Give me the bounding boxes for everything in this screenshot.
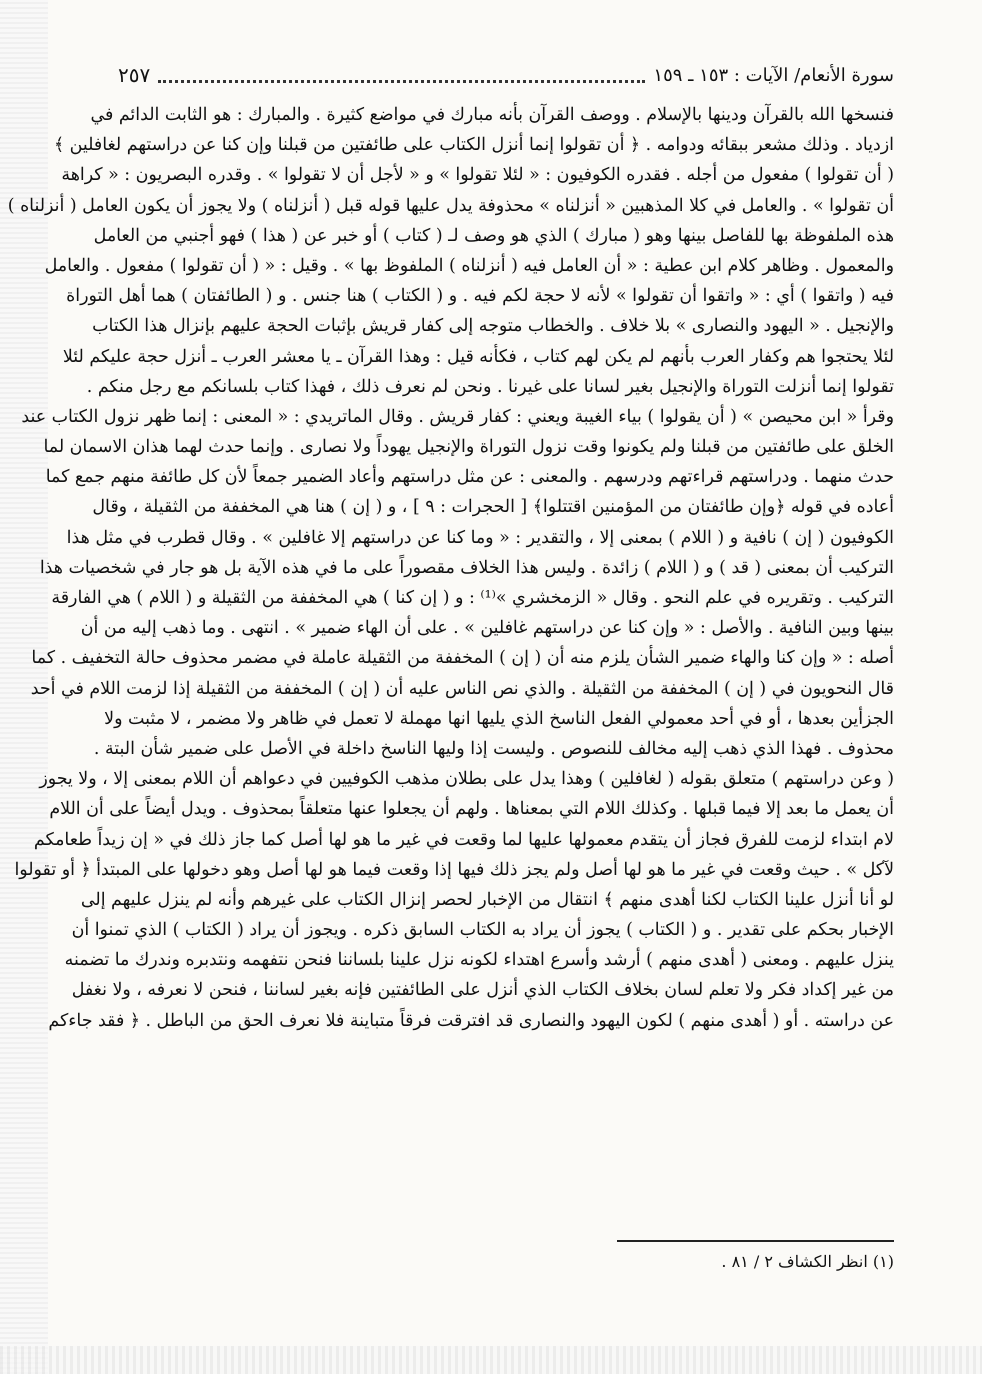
body-line: تقولوا إنما أنزلت التوراة والإنجيل بغير لسانا على غيرنا . ونحن لم نعرف ذلك ، فهذا كتاب بلسانكم مع رجل منكم . bbox=[86, 376, 894, 397]
body-line: الخلق على طائفتين من قبلنا ولم يكونوا وقت نزول التوراة والإنجيل يهوداً ولا نصارى . وإنما حدث لهما هذان الاسمان لما bbox=[43, 437, 894, 458]
body-line: قال النحويون في ( إن ) المخففة من الثقيلة . والذي نص الناس عليه أن ( إن ) المخففة من الثقيلة إذا لزمت اللام في أحد bbox=[30, 678, 894, 699]
body-line: محذوف . فهذا الذي ذهب إليه مخالف للنصوص . وليست إذا وليها الناسخ داخلة في الأصل على ضمير شأن البتة . bbox=[93, 738, 894, 759]
footnote: (١) انظر الكشاف ٢ / ٨١ . bbox=[721, 1252, 894, 1271]
body-line: الإخبار بحكم على تقدير . و ( الكتاب ) يجوز أن يراد به الكتاب السابق ذكره . ويجوز أن يراد ( الكتاب ) الذي تمنوا أن bbox=[71, 920, 894, 941]
body-line: لو أنا أنزل علينا الكتاب لكنا أهدى منهم ﴾ انتقال من الإخبار لحصر إنزال الكتاب على غيرهم وأنه لم ينزل عليهم إلى bbox=[80, 889, 894, 910]
header-dot-leader bbox=[158, 68, 645, 83]
body-line: أعاده في قوله ﴿وإن طائفتان من المؤمنين اقتتلوا﴾ [ الحجرات : ٩ ] ، و ( إن ) هنا هي المخففة من الثقيلة ، وقال bbox=[92, 497, 894, 518]
body-line: التركيب أن بمعنى ( قد ) و ( اللام ) زائدة . وليس هذا الخلاف مقصوراً على ما في هذه الآية بل هو جار في شخصيات هذا bbox=[39, 557, 894, 578]
body-line: بينها وبين النافية . والأصل : « وإن كنا عن دراستهم غافلين » . على أن الهاء ضمير » . انتهى . وما ذهب إليه من أن bbox=[80, 618, 894, 639]
body-text bbox=[7, 100, 894, 1036]
body-line: لآكل » . حيث وقعت في غير ما هو لها أصل ولم يجز ذلك فيها إذا وقعت فيما هو لها أصل وهو دخولها على المبتدأ ﴿ أو تقولوا bbox=[14, 859, 894, 880]
body-line: أن يعمل ما بعد إلا فيما قبلها . وكذلك اللام التي بمعناها . ولهم أن يجعلوا عنها متعلقاً بمحذوف . ويدل أيضاً على أن اللام bbox=[49, 799, 894, 820]
body-line: ( أن تقولوا ) مفعول من أجله . فقدره الكوفيون : « لئلا تقولوا » و « لأجل أن لا تقولوا » . وقدره البصريون : « كراهة bbox=[61, 165, 894, 186]
body-line: لام ابتداء لزمت للفرق فجاز أن يتقدم معمولها عليها لما وقعت في غير ما هو لها أصل كما جاز ذلك في « إن زيداً طعامكم bbox=[33, 829, 894, 850]
header-title: سورة الأنعام/ الآيات : ١٥٣ ـ ١٥٩ bbox=[653, 64, 894, 86]
body-line: فيه ( واتقوا ) أي : « واتقوا أن تقولوا » لأنه لا حجة لكم فيه . و ( الكتاب ) هنا جنس . و ( الطائفتان ) هما أهل التوراة bbox=[66, 286, 894, 307]
body-line: والمعمول . وظاهر كلام ابن عطية : « أن العامل فيه ( أنزلناه ) الملفوظ بها » . وقيل : « ( أن تقولوا ) مفعول . والعامل bbox=[44, 255, 894, 276]
body-line: التركيب . وتقريره في علم النحو . وقال « الزمخشري »⁽¹⁾ : و ( إن كنا ) هي المخففة من الثقيلة و ( اللام ) هي الفارقة bbox=[51, 588, 894, 608]
running-header bbox=[118, 58, 894, 92]
body-line: لئلا يحتجوا هم وكفار العرب بأنهم لم يكن لهم كتاب ، فكأنه قيل : وهذا القرآن ـ يا معشر العرب ـ أنزل حجة عليكم لئلا bbox=[62, 346, 894, 367]
body-line: عن دراسته . أو ( أهدى منهم ) لكون اليهود والنصارى قد افترقت فرقاً متباينة فلا نعرف الحق من الباطل . ﴿ فقد جاءكم bbox=[48, 1010, 894, 1031]
body-line: هذه الملفوظة بها للفاصل بينها وهو ( مبارك ) الذي هو وصف لـ ( كتاب ) أو خبر عن ( هذا ) فهو أجنبي من العامل bbox=[93, 225, 894, 246]
body-line: الجزأين بعدها ، أو في أحد معمولي الفعل الناسخ الذي يليها انها مهملة لا تعمل في ظاهر ولا مضمر ، لا مثبت ولا bbox=[104, 708, 894, 729]
body-line: والإنجيل . « اليهود والنصارى » بلا خلاف . والخطاب متوجه إلى كفار قريش بإثبات الحجة عليهم بإنزال هذا الكتاب bbox=[92, 316, 894, 337]
body-line: ينزل عليهم . ومعنى ( أهدى منهم ) أرشد وأسرع اهتداء لكونه نزل علينا بلساننا فنحن نتفهمه ونتدبره وندرك ما تضمنه bbox=[64, 950, 894, 971]
body-line: فنسخها الله بالقرآن ودينها بالإسلام . ووصف القرآن بأنه مبارك في مواضع كثيرة . والمبارك : هو الثابت الدائم في bbox=[90, 105, 894, 125]
body-line: أن تقولوا » . والعامل في كلا المذهبين « أنزلناه » محذوفة يدل عليها قوله قبل ( أنزلناه ) ولا يجوز أن يكون العامل ( أنزلناه ) bbox=[7, 195, 894, 216]
body-line: وقرأ « ابن محيصن » ( أن يقولوا ) بياء الغيبة ويعني : كفار قريش . وقال الماتريدي : « المعنى : إنما ظهر نزول الكتاب عند bbox=[21, 406, 894, 427]
body-line: أصله : « وإن كنا والهاء ضمير الشأن يلزم منه أن ( إن ) المخففة من الثقيلة عاملة في مضمر محذوف حالة التخفيف . كما bbox=[31, 648, 894, 669]
body-line: الكوفيون ( إن ) نافية و ( اللام ) بمعنى إلا ، والتقدير : « وما كنا عن دراستهم إلا غافلين » . وقال قطرب في مثل هذا bbox=[66, 527, 894, 548]
page-number: ٢٥٧ bbox=[118, 63, 151, 87]
body-line: من غير إكداد فكر ولا تعلم لسان بخلاف الكتاب الذي أنزل على الطائفتين فإنه بغير لساننا ، فنحن لا نعرفه ، ولا نغفل bbox=[71, 980, 894, 1001]
body-line: حدث منهما . ودراستهم قراءتهم ودرسهم . والمعنى : عن مثل دراستهم وأعاد الضمير جمعاً لأن كل طائفة منهم جمع كما bbox=[45, 467, 894, 488]
scan-margin-bottom bbox=[0, 1346, 982, 1374]
body-line: ازدياد . وذلك مشعر ببقائه ودوامه . ﴿ أن تقولوا إنما أنزل الكتاب على طائفتين من قبلنا وإن كنا عن دراستهم لغافلين ﴾ bbox=[53, 135, 894, 156]
footnote-rule bbox=[617, 1240, 894, 1242]
body-line: ( وعن دراستهم ) متعلق بقوله ( لغافلين ) وهذا يدل على بطلان مذهب الكوفيين في دعواهم أن اللام بمعنى إلا ، ولا يجوز bbox=[39, 769, 894, 790]
